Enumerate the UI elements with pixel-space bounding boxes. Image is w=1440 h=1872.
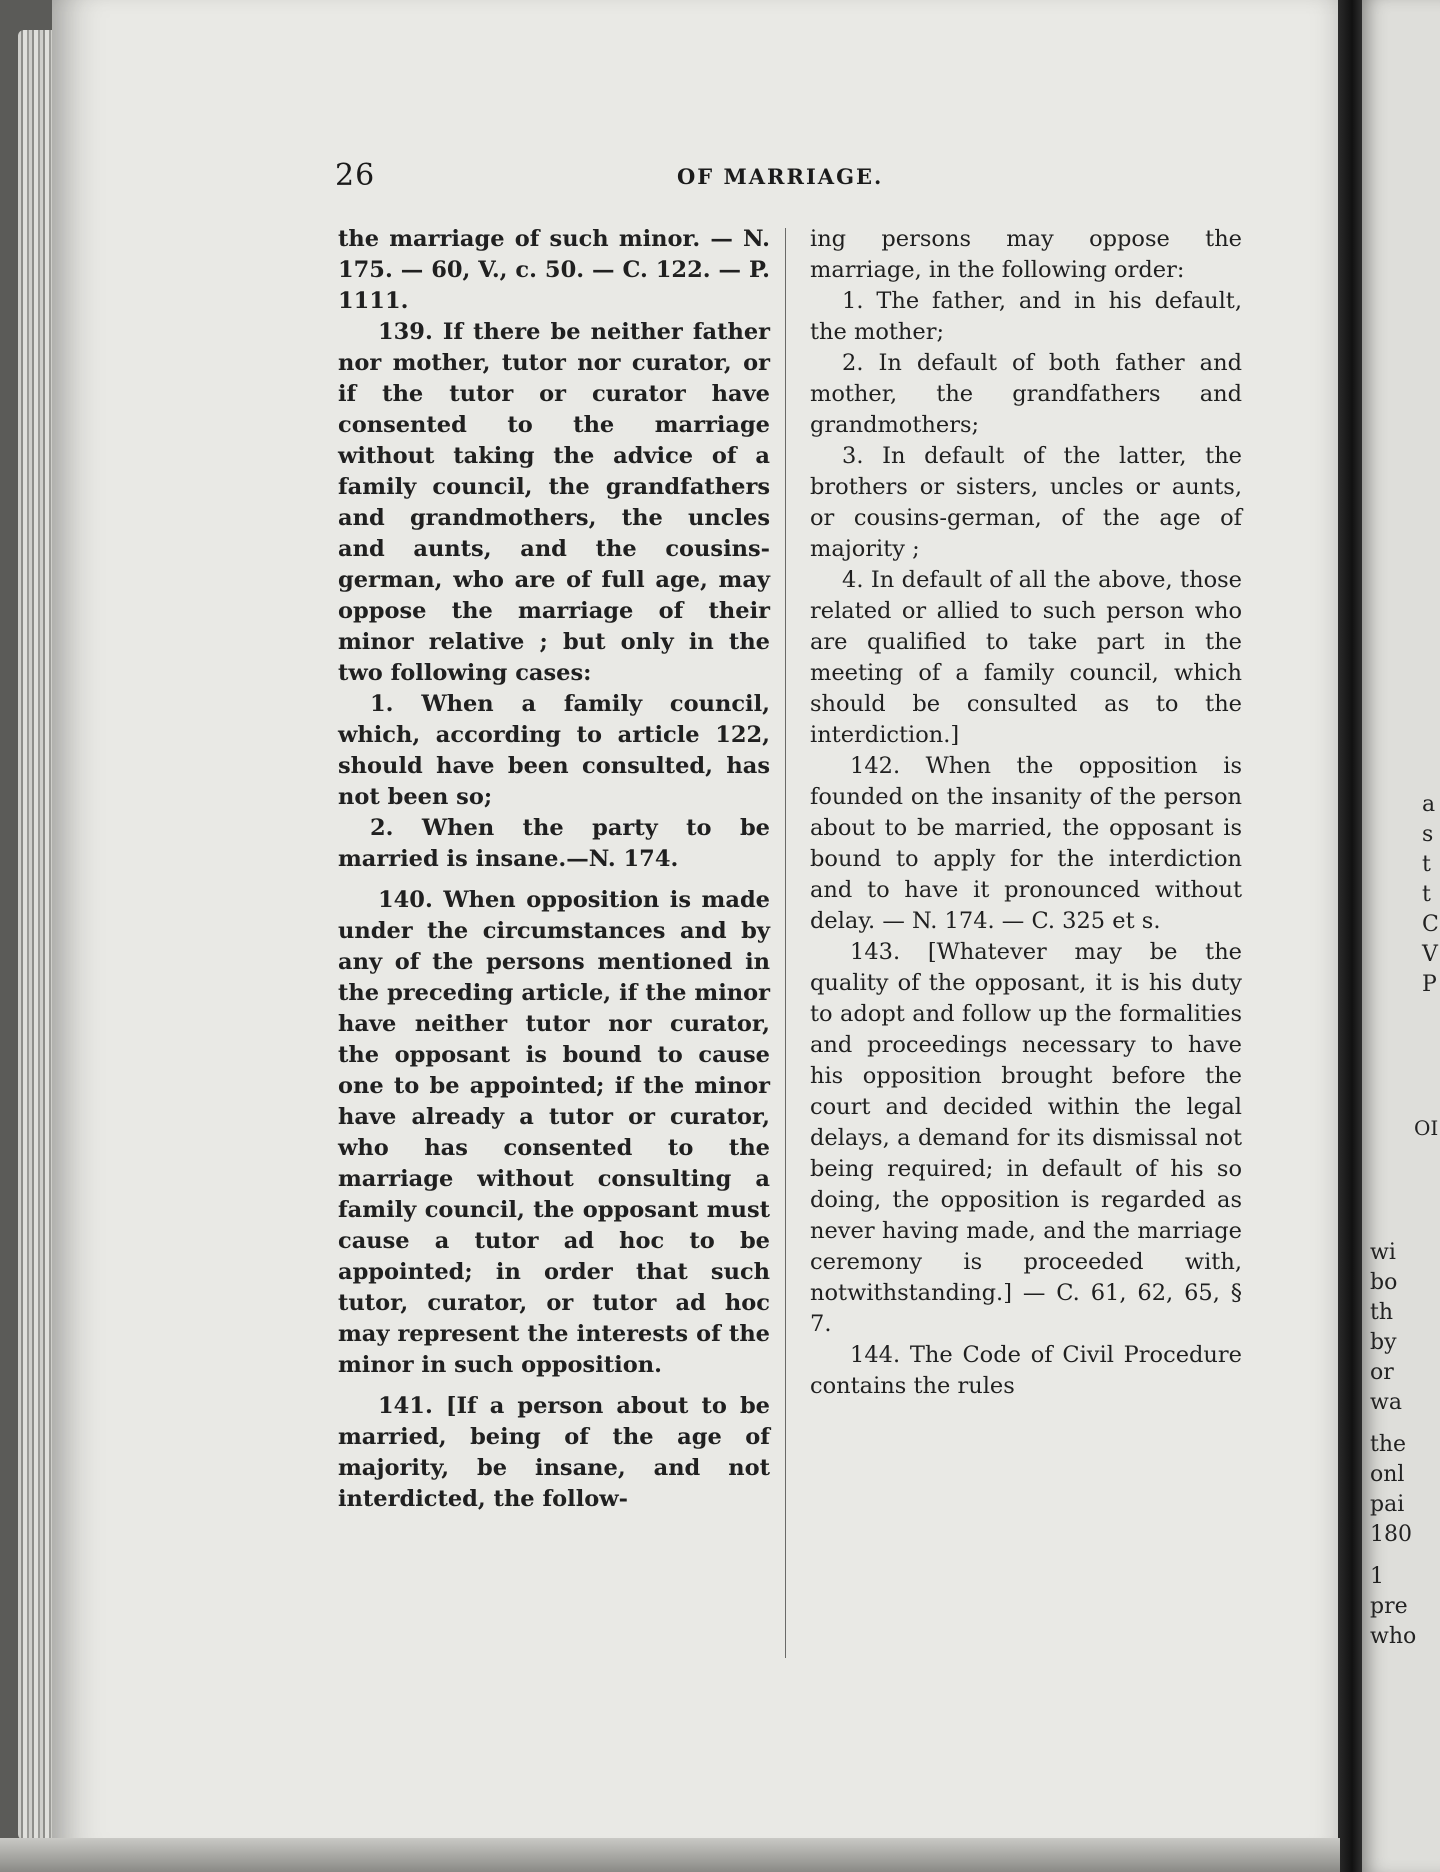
facing-fragment: C <box>1422 912 1439 937</box>
left-text-column <box>338 224 770 1515</box>
right-text-column <box>810 224 1242 1402</box>
facing-fragment <box>1370 1418 1416 1430</box>
facing-page <box>1362 0 1440 1872</box>
paragraph: 1. The father, and in his default, the mother; <box>810 288 1242 345</box>
paragraph: the marriage of such minor. — N. 175. — 60, V., c. 50. — C. 122. — P. 1111. <box>338 226 770 314</box>
facing-fragment: or <box>1370 1360 1394 1385</box>
column-divider <box>785 228 786 1658</box>
facing-fragment: P <box>1422 972 1437 997</box>
facing-fragment: pai <box>1370 1492 1405 1517</box>
facing-fragment: a <box>1422 792 1436 817</box>
page-bottom-edge <box>0 1838 1340 1872</box>
running-head: OF MARRIAGE. <box>677 164 884 189</box>
facing-page-lower-fragments <box>1370 1238 1416 1652</box>
paragraph: 141. [If a person about to be married, being of the age of majority, be insane, and not interdicted, the follow- <box>338 1393 770 1512</box>
paragraph: 140. When opposition is made under the circumstances and by any of the persons mentioned in the preceding article, if the minor have neither tutor nor curator, the opposant is bound to cause one to be appointed; if the minor have already a tutor or curator, who has consented to the marriage without consulting a family council, the opposant must cause a tutor ad hoc to be appointed; in order that such tutor, curator, or tutor ad hoc may represent the interests of the minor in such opposition. <box>338 887 770 1378</box>
facing-page-fragment: OI <box>1414 1116 1439 1140</box>
paragraph: 139. If there be neither father nor mother, tutor nor curator, or if the tutor or curator have consented to the marriage without taking the advice of a family council, the grandfathers and grandmothers, the uncles and aunts, and the cousins-german, who are of full age, may oppose the marriage of their minor relative ; but only in the two following cases: <box>338 319 770 686</box>
facing-fragment: t <box>1422 882 1431 907</box>
paragraph: 143. [Whatever may be the quality of the opposant, it is his duty to adopt and follow up the formalities and proceedings necessary to have his opposition brought before the court and decided within the legal delays, a demand for its dismissal not being required; in default of his so doing, the opposition is regarded as never having made, and the marriage ceremony is proceeded with, notwithstanding.] — C. 61, 62, 65, § 7. <box>810 939 1242 1337</box>
page-number: 26 <box>335 158 376 193</box>
facing-fragment: bo <box>1370 1270 1398 1295</box>
facing-fragment: wa <box>1370 1390 1402 1415</box>
paragraph: 1. When a family council, which, according to article 122, should have been consulted, has not been so; <box>338 691 770 810</box>
paragraph: 3. In default of the latter, the brothers or sisters, uncles or aunts, or cousins-german, of the age of majority ; <box>810 443 1242 562</box>
paragraph: ing persons may oppose the marriage, in the following order: <box>810 226 1242 283</box>
facing-fragment: 1 <box>1370 1564 1384 1589</box>
facing-fragment: t <box>1422 852 1431 877</box>
facing-fragment: s <box>1422 822 1434 847</box>
facing-fragment: 180 <box>1370 1522 1412 1547</box>
paragraph: 142. When the opposition is founded on the insanity of the person about to be married, the opposant is bound to apply for the interdiction and to have it pronounced without delay. — N. 174. — C. 325 et s. <box>810 753 1242 934</box>
facing-fragment: wi <box>1370 1240 1396 1265</box>
facing-fragment: onl <box>1370 1462 1405 1487</box>
facing-fragment: who <box>1370 1624 1417 1649</box>
paragraph: 2. When the party to be married is insane.—N. 174. <box>338 815 770 872</box>
facing-fragment: pre <box>1370 1594 1408 1619</box>
facing-fragment: V <box>1422 942 1438 967</box>
page-header <box>335 158 1265 198</box>
facing-fragment: the <box>1370 1432 1407 1457</box>
facing-page-upper-fragments <box>1422 790 1439 1000</box>
facing-fragment: th <box>1370 1300 1394 1325</box>
facing-fragment <box>1370 1550 1416 1562</box>
facing-fragment: by <box>1370 1330 1397 1355</box>
paragraph: 144. The Code of Civil Procedure contains the rules <box>810 1342 1242 1399</box>
paragraph: 2. In default of both father and mother, the grandfathers and grandmothers; <box>810 350 1242 438</box>
paragraph: 4. In default of all the above, those related or allied to such person who are qualified to take part in the meeting of a family council, which should be consulted as to the interdiction.] <box>810 567 1242 748</box>
